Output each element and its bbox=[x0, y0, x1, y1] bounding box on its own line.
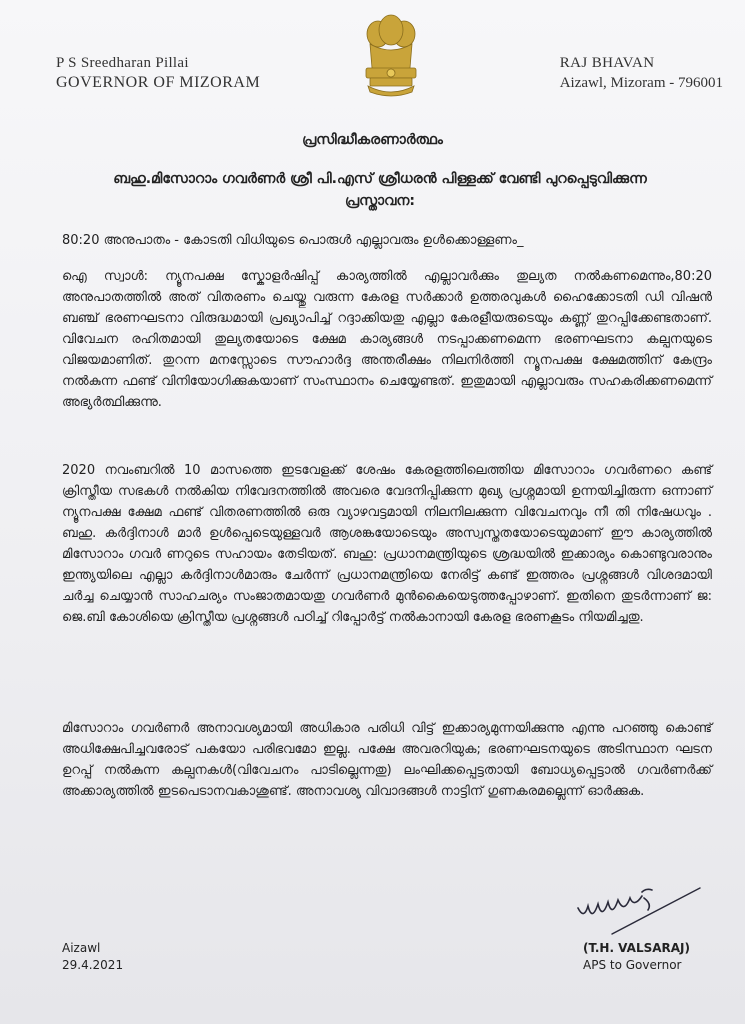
document-heading: പ്രസിദ്ധീകരണാർത്ഥം bbox=[302, 132, 443, 148]
place-date-block bbox=[62, 940, 123, 974]
sender-block bbox=[56, 55, 260, 92]
paragraph-2: 2020 നവംബറിൽ 10 മാസത്തെ ഇടവേളക്ക് ശേഷം കേരളത്തിലെത്തിയ മിസോറാം ഗവർണറെ കണ്ട് ക്രിസ്തീയ സഭകൾ നൽകിയ നിവേദനത്തിൽ അവരെ വേദനിപ്പിക്കുന്ന മുഖ്യ പ്രശ്നമായി ഉന്നയിച്ചിരുന്ന ഒന്നാണ് ന്യൂനപക്ഷ ക്ഷേമ ഫണ്ട് വിതരണത്തിൽ ഒരു വ്യാഴവട്ടമായി നിലനിലക്കുന്ന വിവേചനവും നീ തി നിഷേധവും . ബഹു. കർദ്ദിനാൾ മാർ ഉൾപ്പെടെയുള്ളവർ ആശങ്കയോടെയും അസ്വസ്തതയോടെയുമാണ് ഈ കാര്യത്തിൽ മിസോറാം ഗവർ ണറുടെ സഹായം തേടിയത്. ബഹു: പ്രധാനമന്ത്രിയുടെ ശ്രദ്ധയിൽ ഇക്കാര്യം കൊണ്ടുവരാനും ഇന്ത്യയിലെ എല്ലാ കർദ്ദിനാൾമാരും ചേർന്ന് പ്രധാനമന്ത്രിയെ നേരിട്ട് കണ്ട് ഇത്തരം പ്രശ്നങ്ങൾ വിശദമായി ചർച്ച ചെയ്യാൻ സാഹചര്യം സംജാതമായതു ഗവർണർ മുൻകൈയെടുത്തപ്പോഴാണ്. ഇതിനെ തുടർന്നാണ് ജ: ജെ.ബി കോശിയെ ക്രിസ്തീയ പ്രശ്നങ്ങൾ പഠിച്ച് റിപ്പോർട്ട് നൽകാനായി കേരള ഭരണകൂടം നിയമിച്ചതു. bbox=[62, 463, 712, 625]
paragraph-1: ഐ സ്വാൾ: ന്യൂനപക്ഷ സ്കോളർഷിപ്പ് കാര്യത്തിൽ എല്ലാവർക്കും തുല്യത നൽകണമെന്നും,80:20 അനുപാതത്തിൽ അത് വിതരണം ചെയ്തു വരുന്ന കേരള സർക്കാർ ഉത്തരവുകൾ ഹൈക്കോടതി ഡി വിഷൻ ബഞ്ച് ഭരണഘടനാ വിരുദ്ധമായി പ്രഖ്യാപിച്ച് റദ്ദാക്കിയതു എല്ലാ കേരളീയരുടെയും കണ്ണ് തുറപ്പിക്കേണ്ടതാണ്. വിവേചന രഹിതമായി തുല്യതയോടെ ക്ഷേമ കാര്യങ്ങൾ നടപ്പാക്കണമെന്ന ഭരണഘടനാ കല്പനയുടെ വിജയമാണിത്. തുറന്ന മനസ്സോടെ സൗഹാർദ്ദ അന്തരീക്ഷം നിലനിർത്തി ന്യൂനപക്ഷ ക്ഷേമത്തിന് കേന്ദ്രം നൽകുന്ന ഫണ്ട് വിനിയോഗിക്കുകയാണ് സംസ്ഥാനം ചെയ്യേണ്ടത്. ഇതുമായി എല്ലാവരും സഹകരിക്കണമെന്ന് അഭ്യർത്ഥിക്കുന്നു. bbox=[62, 269, 712, 410]
paragraph-3: മിസോറാം ഗവർണർ അനാവശ്യമായി അധികാര പരിധി വിട്ട് ഇക്കാര്യമുന്നയിക്കുന്നു എന്നു പറഞ്ഞു കൊണ്ട് അധിക്ഷേപിച്ചവരോട് പകയോ പരിഭവമോ ഇല്ല. പക്ഷേ അവരറിയുക; ഭരണഘടനയുടെ അടിസ്ഥാന ഘടന ഉറപ്പ് നൽകുന്ന കല്പനകൾ(വിവേചനം പാടില്ലെന്നതു) ലംഘിക്കപ്പെട്ടതായി ബോധ്യപ്പെട്ടാൽ ഗവർണർക്ക് അക്കാര്യത്തിൽ ഇടപെടാനവകാശുണ്ട്. അനാവശ്യ വിവാദങ്ങൾ നാട്ടിന് ഗുണകരമല്ലെന്ന് ഓർക്കുക. bbox=[62, 721, 712, 799]
signatory-name: (T.H. VALSARAJ) bbox=[583, 941, 690, 955]
office-address: Aizawl, Mizoram - 796001 bbox=[559, 75, 723, 91]
place: Aizawl bbox=[62, 941, 101, 955]
date: 29.4.2021 bbox=[62, 958, 124, 972]
signatory-designation: APS to Governor bbox=[583, 958, 682, 972]
sender-name: P S Sreedharan Pillai bbox=[56, 55, 189, 71]
signature-image bbox=[572, 878, 712, 938]
state-emblem-icon bbox=[356, 10, 426, 100]
sender-designation: GOVERNOR OF MIZORAM bbox=[56, 74, 261, 91]
office-block bbox=[560, 55, 723, 92]
signatory-block bbox=[583, 940, 690, 974]
statement-subheading: ബഹു.മിസോറാം ഗവർണർ ശ്രീ പി.എസ് ശ്രീധരൻ പിള്ളക്ക് വേണ്ടി പുറപ്പെടുവിക്കുന്ന പ്രസ്താവന: bbox=[113, 171, 647, 209]
topic-line: 80:20 അനുപാതം - കോടതി വിധിയുടെ പൊരുൾ എല്ലാവരും ഉൾക്കൊള്ളണം_ bbox=[62, 233, 524, 248]
office-name: RAJ BHAVAN bbox=[559, 55, 655, 71]
